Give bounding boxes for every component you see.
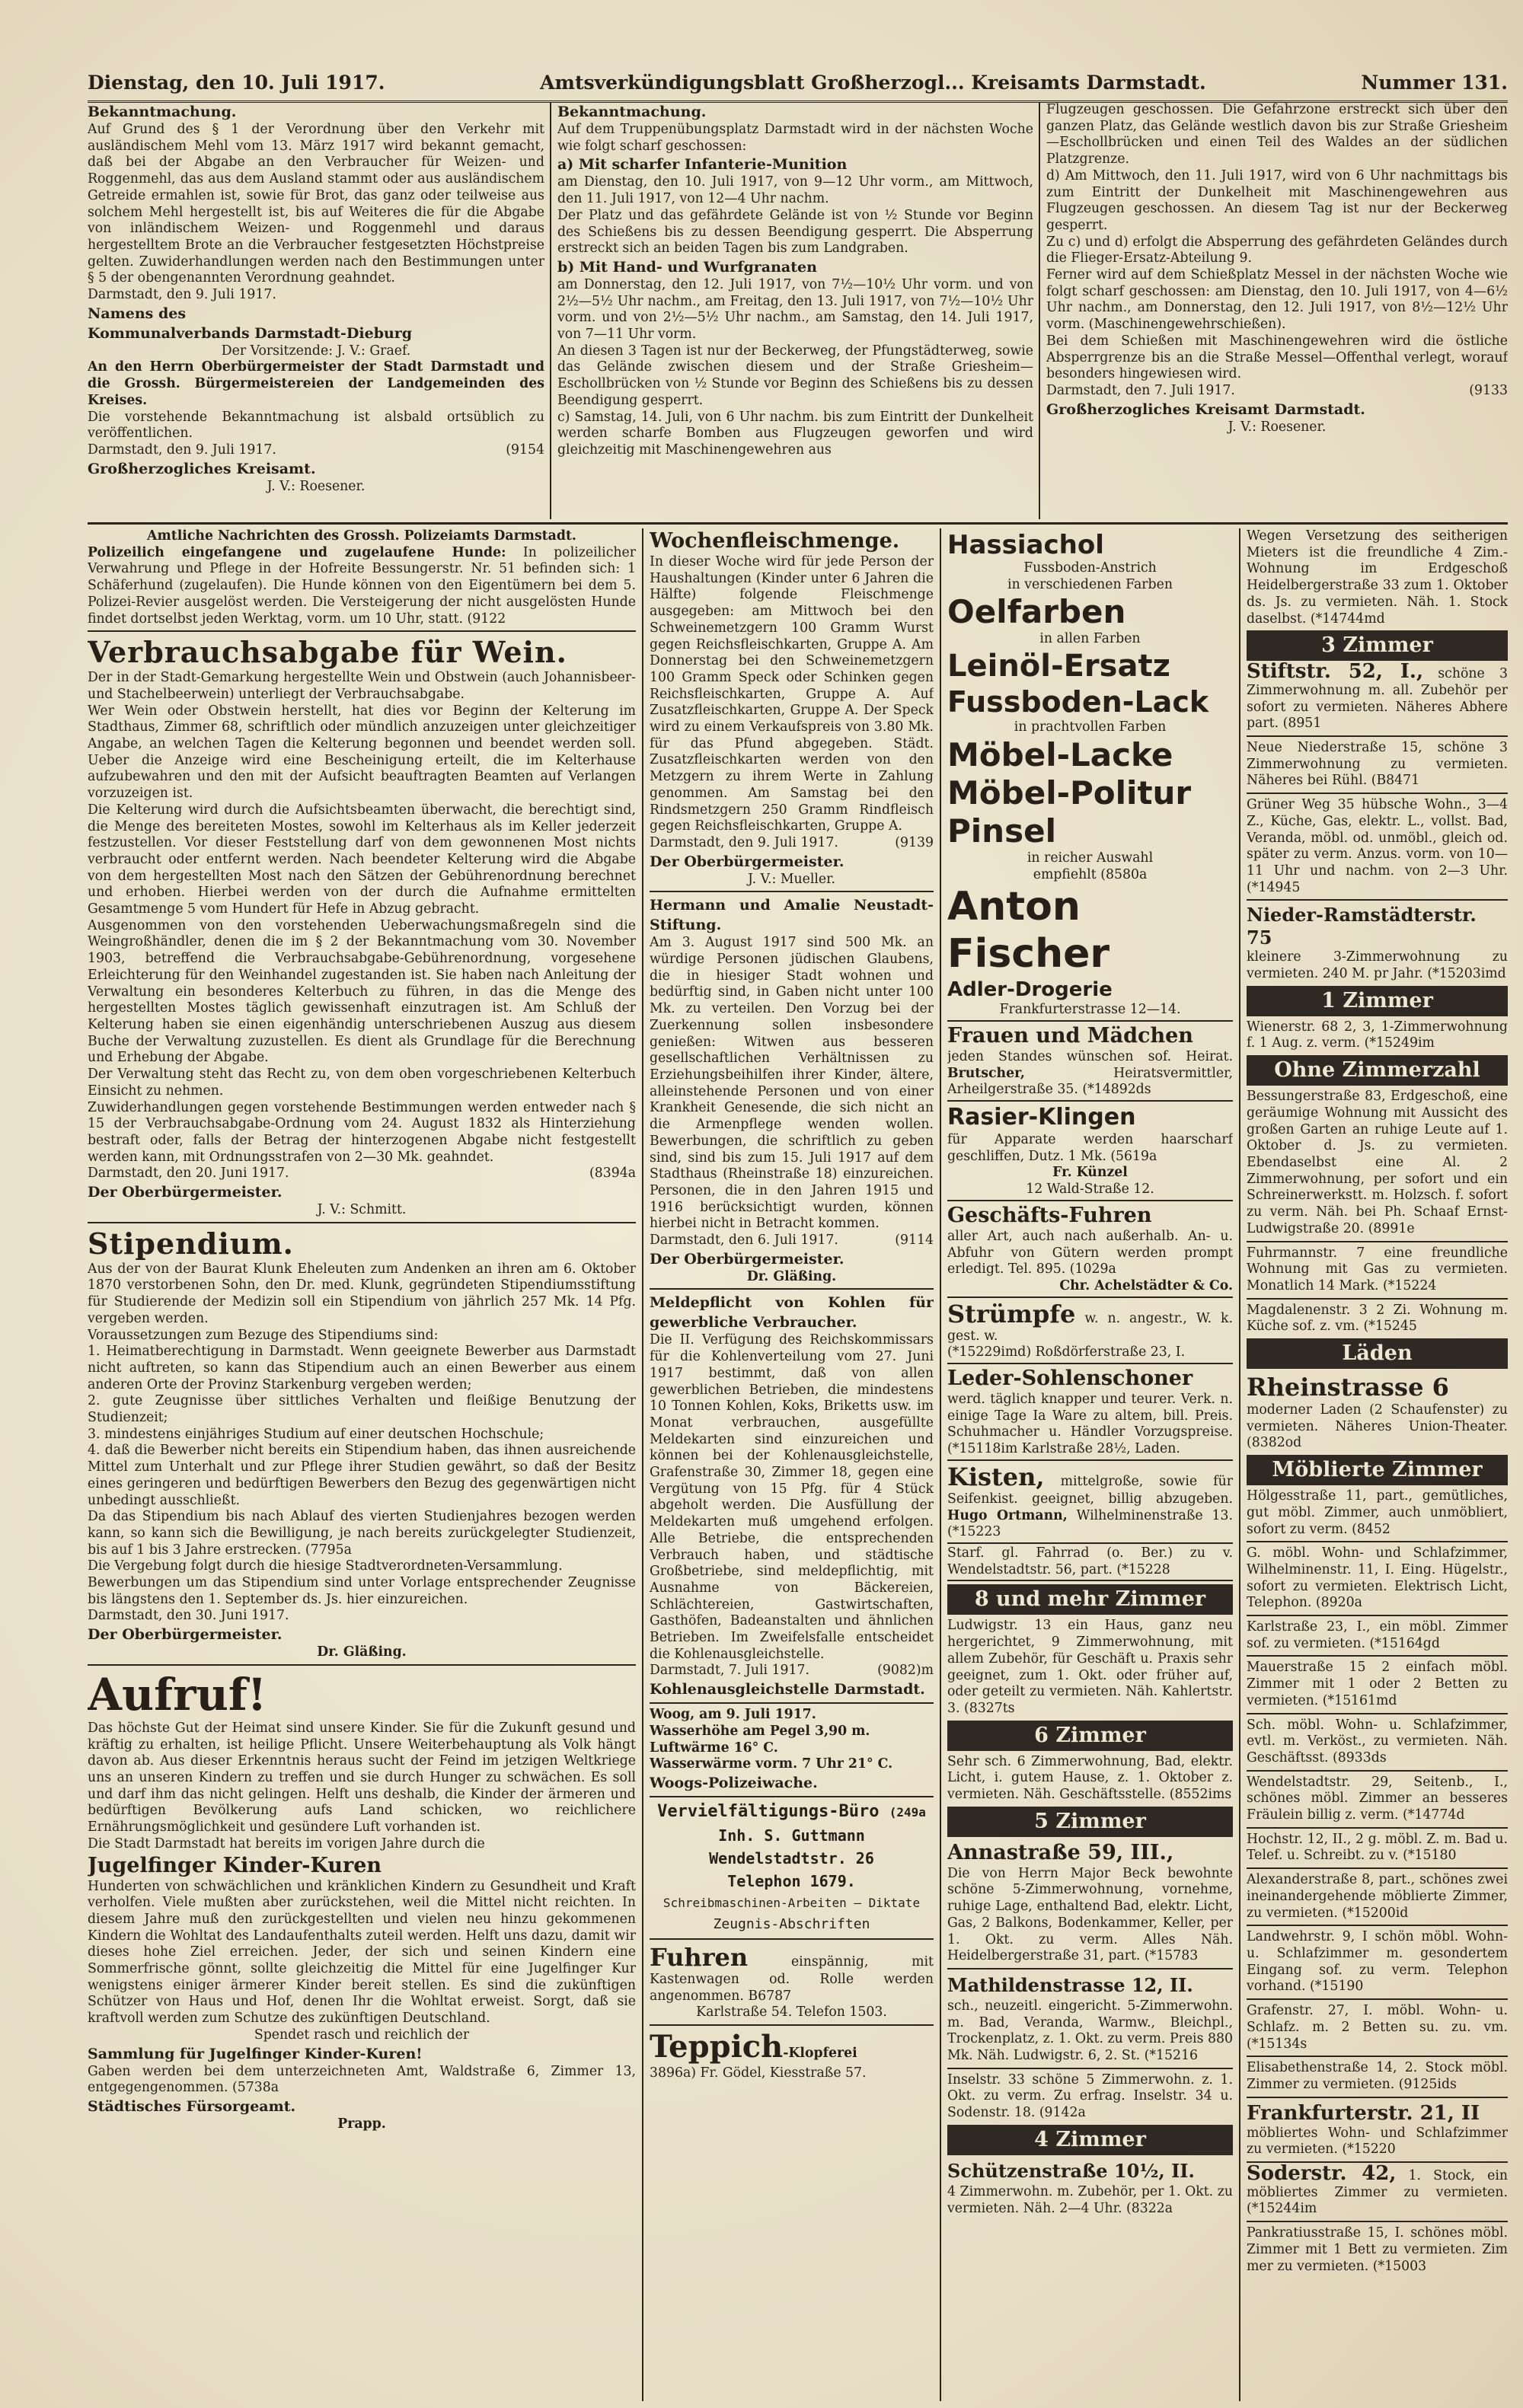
listing-title: Mathildenstrasse 12, II.	[947, 1973, 1193, 1996]
sole-protector-ad	[947, 1364, 1233, 1461]
notice-ref: (8394a	[589, 1166, 636, 1182]
notice-ref: (*15249im	[1364, 1035, 1435, 1051]
notice-ref: (B8471	[1371, 773, 1420, 789]
coal-notice-text: Die II. Verfügung des Reichskommissars für die Kohlenverteilung vom 27. Juni 1917 bestimmt, daß von allen gewerblichen Betrieben, die mindestens 10 Tonnen Kohlen, Koks, Briketts usw. im Monat verbrauchen, ausgefüllte Meldekarten sind einzureichen und können bei der Kohlenausgleichstelle, Grafenstraße 30, Zimmer 18, gegen eine Vergütung von 15 Pfg. für 4 Stück abgeholt werden. Die Ausfüllung der Meldekarten muß umgehend erfolgen. Alle Betriebe, die entsprechenden Verbrauch haben, und städtische Großbetriebe, sind meldepflichtig, mit Ausnahme von Bäckereien, Schlächtereien, Gastwirtschaften, Gasthöfen, Badeanstalten und ähnlichen Betrieben. Im Zweifelsfalle entscheidet die Kohlenausgleichstelle.	[650, 1332, 934, 1662]
listing-text: Inselstr. 33 schöne 5 Zimmerwohn. z. 1. Okt. zu verm. Zu erfrag. Inselstr. 34 u. Sodenstr. 18.	[947, 2072, 1233, 2121]
notice-subheading: b) Mit Hand- und Wurfgranaten	[557, 258, 817, 276]
ad-company: Hugo Ortmann,	[947, 1507, 1068, 1523]
ad-address: Wilhelminenstraße 13.	[1076, 1507, 1233, 1523]
notice-text: d) Am Mittwoch, den 11. Juli 1917, wird von 6 Uhr nachmittags bis zum Eintritt der Dunkelheit mit Maschinengewehren aus Flugzeugen geschossen. An diesem Tag ist nur der Beckerweg gesperrt.	[1046, 167, 1508, 233]
notice-office: Der Oberbürgermeister.	[88, 1626, 283, 1644]
stipend-text: Bewerbungen um das Stipendium sind unter Vorlage entsprechender Zeugnisse bis längstens den 1. September ds. Js. hier einzureichen.	[88, 1575, 636, 1607]
listing-title: Frankfurterstr. 21, II	[1247, 2101, 1480, 2125]
listing-text: sch., neuzeitl. eingericht. 5-Zimmerwohn. m. Bad, Veranda, Warmw., Bleichpl., Trockenplatz, z. 1. Okt. zu verm. Preis 880 Mk. Näh. Ludwigstr. 6, 2. St.	[947, 1998, 1233, 2064]
notice-text: Die vorstehende Bekanntmachung ist alsbald ortsüblich zu veröffentlichen.	[88, 409, 544, 442]
notice-signer: Der Vorsitzende: J. V.: Graef.	[221, 343, 411, 359]
listing-text: möbliertes Wohn- und Schlafzimmer zu vermieten.	[1247, 2125, 1508, 2158]
notice-signer: J. V.: Schmitt.	[317, 1202, 407, 1218]
ad-headline: Hassiachol	[947, 530, 1104, 560]
notice-ref: (8452	[1352, 1521, 1390, 1537]
listing-title: Schützenstraße 10½, II.	[947, 2159, 1195, 2182]
appeal-text: Hunderten von schwächlichen und kränklichen Kindern zu Gesundheit und Kraft verholfen. Viele mußten aber zurückstehen, weil die Mittel nicht reichten. In diesem Jahre muß den zurückgestellten und vielen neu hinzu gekommenen Kindern die Wohltat des Landaufenthalts zuteil werden. Helft uns dazu, damit wir dieses hohe Ziel erreichen. Jeder, der sich und seinen Kindern eine Sommerfrische gönnt, sollte gleichzeitig die Mittel für eine Jugelfinger Kur wenigstens einiger ärmerer Kinder bereit stellen. Es sind die zukünftigen Schützer von Haus und Hof, denen Ihr die Wohltat erweist. Sorgt, daß sie kraftvoll werden zum Schutze des zukünftigen Deutschland.	[88, 1878, 636, 2027]
listing-text: Sehr sch. 6 Zimmerwohnung, Bad, elektr. Licht, i. gutem Hause, z. 1. Oktober z. vermieten. Näh. Geschäftsstelle.	[947, 1753, 1233, 1803]
ad-headline: Adler-Drogerie	[947, 978, 1113, 1002]
notice-text: am Donnerstag, den 12. Juli 1917, von 7½—10½ Uhr vorm. und von 2½—5½ Uhr nachm., am Freitag, den 13. Juli 1917, von 7½—10½ Uhr vorm. und von 2½—5½ Uhr nachm., am Samstag, den 14. Juli 1917, von 7—11 Uhr vorm.	[557, 276, 1033, 343]
notice-signature: Kommunalverbands Darmstadt-Dieburg	[88, 324, 413, 342]
listing-text: Karlstraße 23, I., ein möbl. Zimmer sof. zu vermieten.	[1247, 1619, 1508, 1651]
listing-text: Wendelstadtstr. 29, Seitenb., I., schönes möbl. Zimmer an besseres Fräulein billig z. verm.	[1247, 1774, 1508, 1823]
listing-text: Die von Herrn Major Beck bewohnte schöne 5-Zimmerwohnung, vornehme, ruhige Lage, enthaltend Bad, elektr. Licht, Gas, 2 Balkons, Bodenkammer, Keller, per 1. Okt. zu verm. Alles Näh. Heidelbergerstraße 31, part.	[947, 1865, 1233, 1964]
notice-ref: (*15244im	[1247, 2201, 1317, 2217]
notice-text: am Dienstag, den 10. Juli 1917, von 9—12 Uhr vorm., am Mittwoch, den 11. Juli 1917, von 12—4 Uhr nachm.	[557, 174, 1033, 207]
listing-text: Fuhrmannstr. 7 eine freundliche Wohnung mit Gas zu vermieten. Monatlich 14 Mark.	[1247, 1245, 1508, 1293]
notice-ref: (*15118im	[947, 1441, 1018, 1457]
carpet-address: Fr. Gödel, Kiesstraße 57.	[700, 2065, 867, 2081]
meat-ration-title: Wochenfleischmenge.	[650, 529, 900, 553]
page-header	[88, 64, 1508, 103]
listing-title: Annastraße 59, III.,	[947, 1840, 1174, 1864]
notice-ref: (*14945	[1247, 879, 1301, 895]
ad-text: in allen Farben	[1039, 631, 1141, 647]
stipend-text: Aus der von der Baurat Klunk Eheleuten zum Andenken an ihren am 6. Oktober 1870 verstorbenen Sohn, den Dr. med. Klunk, gegründeten Stipendiumsstiftung für Studierende der Medizin soll ein Stipendium von jährlich 257 Mk. 14 Pfg. vergeben werden.	[88, 1261, 636, 1326]
notice-date: Darmstadt, den 6. Juli 1917.	[650, 1233, 838, 1249]
notice-ref: (7795a	[305, 1542, 352, 1558]
category-bar-8-rooms: 8 und mehr Zimmer	[947, 1584, 1233, 1615]
notice-text: Zu c) und d) erfolgt die Absperrung des gefährdeten Geländes durch die Flieger-Ersatz-Abteilung 9.	[1046, 234, 1508, 266]
wine-tax-text: Der Verwaltung steht das Recht zu, von dem oben vorgeschriebenen Kelterbuch Einsicht zu nehmen.	[88, 1067, 636, 1099]
column-divider	[940, 528, 941, 2401]
notice-ref: (5619a	[1110, 1148, 1157, 1164]
appeal-text: Gaben werden bei dem unterzeichneten Amt, Waldstraße 6, Zimmer 13, entgegengenommen.	[88, 2063, 636, 2096]
copy-bureau-title: Vervielfältigungs-Büro	[657, 1802, 880, 1821]
notice-ref: (8991e	[1368, 1220, 1415, 1236]
wine-tax-text: Der in der Stadt-Gemarkung hergestellte Wein und Obstwein (auch Johannisbeer- und Stachelbeerwein) unterliegt der Verbrauchsabgabe.	[88, 670, 636, 702]
carting-title: Fuhren	[650, 1943, 749, 1972]
notice-ref: (*15161md	[1322, 1692, 1397, 1708]
notice-ref: (*14892ds	[1082, 1082, 1151, 1098]
ad-text: für Apparate werden haarscharf geschliffen, Dutz. 1 Mk.	[947, 1132, 1233, 1164]
notice-ref: (*15245	[1363, 1319, 1417, 1335]
notice-ref: (9082)m	[877, 1663, 934, 1679]
ad-company: Brutscher,	[947, 1065, 1025, 1081]
column-divider	[642, 528, 643, 2401]
notice-heading: Bekanntmachung.	[557, 104, 707, 120]
ad-address: Roßdörferstraße 23, I.	[1035, 1344, 1186, 1360]
notice-ref: (*15229imd)	[947, 1344, 1032, 1360]
notice-ref: (9154	[506, 442, 544, 458]
foundation-text: Am 3. August 1917 sind 500 Mk. an würdige Personen jüdischen Glaubens, die in hiesiger Stadt wohnen und bedürftig sind, in Gaben nicht unter 100 Mk. zu verteilen. Den Vorzug bei der Zuerkennung sollen insbesondere genießen: Witwen aus besseren gesellschaftlichen Verhältnissen zu Erziehungsbeihilfen ihrer Kinder, ältere, alleinstehende Personen und von einer Krankheit Genesende, die sich nicht an die Armenpflege wenden wollen. Bewerbungen, die schriftlich zu geben sind, sind bis zum 15. Juli 1917 auf dem Stadthaus (Rheinstraße 18) einzureichen. Personen, die in den Jahren 1915 und 1916 berücksichtigt wurden, können hierbei nicht in Betracht kommen.	[650, 935, 934, 1232]
ad-headline: Möbel-Lacke	[947, 735, 1173, 773]
ad-headline: Strümpfe	[947, 1299, 1076, 1328]
pond-report: Wasserhöhe am Pegel 3,90 m.	[650, 1723, 870, 1739]
drogerie-ad	[947, 528, 1233, 1022]
meat-ration-text: In dieser Woche wird für jede Person der Haushaltungen (Kinder unter 6 Jahren die Hälfte) folgende Fleischmenge ausgegeben: am Mittwoch bei den Schweinemetzgern 100 Gramm Wurst gegen Reichsfleischkarten, Gruppe A. Am Donnerstag bei den Schweinemetzgern 100 Gramm Speck oder Schinken gegen Reichsfleischkarten, Gruppe A. Auf Zusatzfleischkarten, Gruppe A. Der Speck wird zu einem Verkaufspreis von 3.80 Mk. für das Pfund abgegeben. Städt. Zusatzfleischkarten werden von den Metzgern zu ihrem Werte in Zahlung genommen. Am Samstag bei den Rindsmetzgern 250 Gramm Rindfleisch gegen Reichsfleischkarten, Gruppe A.	[650, 554, 934, 834]
notice-date: Darmstadt, den 9. Juli 1917.	[88, 442, 276, 458]
ad-text: w. n. angestr., W. k. gest. w.	[947, 1310, 1233, 1344]
ad-text: in verschiedenen Farben	[1007, 576, 1173, 592]
ad-company: Anton Fischer	[947, 884, 1110, 978]
ad-address: Frankfurterstrasse 12—14.	[999, 1002, 1181, 1018]
category-bar-1-room: 1 Zimmer	[1247, 986, 1508, 1016]
pond-report: Wasserwärme vorm. 7 Uhr 21° C.	[650, 1756, 893, 1772]
ad-text: aller Art, auch nach außerhalb. An- u. Abfuhr von Gütern werden prompt erledigt. Tel. 895.	[947, 1228, 1233, 1277]
notice-address: An den Herrn Oberbürgermeister der Stadt Darmstadt und die Grossh. Bürgermeistereien der Landgemeinden des Kreises.	[88, 359, 544, 408]
category-bar-no-room-count: Ohne Zimmerzahl	[1247, 1055, 1508, 1086]
notice-text: An diesen 3 Tagen ist nur der Beckerweg, der Pfungstädterweg, sowie das Gelände zwischen diesem und der Straße Griesheim—Eschollbrücken von ½ Stunde vor Beginn des Schießens bis zu dessen Beendigung gesperrt.	[557, 343, 1033, 408]
column-divider	[1039, 102, 1040, 519]
notice-ref: (*15216	[1144, 2048, 1199, 2064]
copy-bureau-line: Inh. S. Guttmann	[718, 1826, 865, 1845]
listing-text: moderner Laden (2 Schaufenster) zu vermieten. Näheres Union-Theater.	[1247, 1402, 1508, 1434]
listing-text: Wienerstr. 68 2, 3, 1-Zimmerwohnung f. 1 Aug. z. verm.	[1247, 1019, 1508, 1051]
notice-ref: (8552ims	[1169, 1787, 1232, 1803]
wine-tax-text: Wer Wein oder Obstwein herstellt, hat dies vor Beginn der Kelterung im Stadthaus, Zimmer 68, schriftlich oder mündlich anzuzeigen unter gleichzeitiger Angabe, an welchen Tagen die Kelterung begonnen und beendet werden soll. Ueber die Anzeige wird eine Bescheinigung erteilt, die im Kelterhause aufzubewahren und den mit der Aufsicht beauftragten Beamten auf Verlangen vorzuzeigen ist.	[88, 703, 636, 802]
listing-text: Grafenstr. 27, I. möbl. Wohn- u. Schlafz. m. 2 Betten su. zu. vm.	[1247, 2003, 1508, 2035]
listing-text: Elisabethenstraße 14, 2. Stock möbl. Zimmer zu vermieten.	[1247, 2060, 1508, 2092]
notice-ref: (1029a	[1069, 1261, 1116, 1277]
notice-heading: Bekanntmachung.	[88, 104, 237, 120]
appeal-text: Die Stadt Darmstadt hat bereits im vorigen Jahre durch die	[88, 1836, 485, 1851]
category-bar-4-rooms: 4 Zimmer	[947, 2125, 1233, 2155]
notice-ref: (8933ds	[1333, 1749, 1387, 1765]
notice-ref: (*15003	[1372, 2258, 1427, 2274]
notice-shooting-practice	[557, 102, 1033, 518]
notice-signer: J. V.: Roesener.	[267, 478, 366, 494]
notice-ref: (8322a	[1126, 2200, 1173, 2216]
listing-text: Landwehrstr. 9, I schön möbl. Wohn- u. Schlafzimmer m. gesondertem Eingang sof. zu verm. Telephon vorhand.	[1247, 1929, 1508, 1995]
ad-headline: Frauen und Mädchen	[947, 1023, 1193, 1048]
listing-text: kleinere 3-Zimmerwohnung zu vermieten. 240 M. pr Jahr.	[1247, 949, 1508, 982]
notice-ref: (*15223	[947, 1524, 1001, 1540]
appeal-text: Das höchste Gut der Heimat sind unsere Kinder. Sie für die Zukunft gesund und kräftig zu erhalten, ist heilige Pflicht. Unsere Weiterbehauptung als Volk hängt davon ab. Aus dieser Erkenntnis heraus sucht der Feind im jetzigen Weltkriege uns an unseren Kindern zu treffen und sie durch Hunger zu schwächen. Es soll und darf ihm das nicht gelingen. Helft uns deshalb, die Kinder der ärmeren und bedürftigen Bevölkerung aufs Land schicken, wo reichlichere Ernährungsmöglichkeit und gesündere Luft vorhanden ist.	[88, 1720, 636, 1836]
listing-title: Stiftstr. 52, I.,	[1247, 660, 1424, 684]
copy-bureau-line: Wendelstadtstr. 26	[709, 1849, 874, 1867]
notice-ref: (*15203imd	[1427, 966, 1506, 982]
listing-text: Wegen Versetzung des seitherigen Mieters ist die freundliche 4 Zim.-Wohnung im Erdgeschoß Heidelbergerstraße 33 zum 1. Oktober ds. Js. zu vermieten. Näh. 1. Stock daselbst.	[1247, 528, 1508, 627]
notice-ref: (9114	[895, 1233, 934, 1249]
notice-ref: B6787	[748, 1988, 792, 2004]
police-notice-body: In polizeilicher Verwahrung und Pflege in der Hofreite Bessungerstr. Nr. 51 befinden sich: 1 Schäferhund (zugelaufen). Die Hunde können von den Eigentümern bei dem 5. Polizei-Revier ausgelöst werden. Die Versteigerung der nicht ausgelösten Hunde findet dortselbst jeden Werktag, vorm. um 10 Uhr, statt.	[88, 544, 636, 627]
ad-address: Karlstraße 28½, Laden.	[1021, 1441, 1180, 1457]
category-bar-furnished-rooms: Möblierte Zimmer	[1247, 1455, 1508, 1485]
column-divider	[550, 102, 551, 519]
ad-headline: Oelfarben	[947, 593, 1126, 631]
listing-text: Alexanderstraße 8, part., schönes zwei ineinandergehende möblierte Zimmer, zu vermieten.	[1247, 1872, 1508, 1921]
notice-ref: (9142a	[1039, 2105, 1086, 2121]
crates-ad	[947, 1461, 1233, 1544]
category-bar-shops: Läden	[1247, 1338, 1508, 1369]
listing-text: Ludwigstr. 13 ein Haus, ganz neu hergerichtet, 9 Zimmerwohnung, mit allem Zubehör, für Geschäft u. Praxis sehr geeignet, zum 1. Okt. oder früher auf, oder geteilt zu vermieten. Näh. Kahlertstr. 3.	[947, 1618, 1233, 1716]
ad-headline: Möbel-Politur	[947, 773, 1192, 812]
copy-bureau-line: Zeugnis-Abschriften	[713, 1916, 870, 1932]
notice-office: Woogs-Polizeiwache.	[650, 1775, 818, 1791]
notice-text: Ferner wird auf dem Schießplatz Messel in der nächsten Woche wie folgt scharf geschossen: am Dienstag, den 10. Juli 1917, von 4—6½ Uhr nachm., am Donnerstag, den 12. Juli 1917, von 8½—12½ Uhr vorm. (Maschinengewehrschießen).	[1046, 267, 1508, 333]
ad-headline: Fussboden-Lack	[947, 685, 1209, 719]
foundation-title: Hermann und Amalie Neustadt-Stiftung.	[650, 897, 934, 934]
notice-date: Darmstadt, den 9. Juli 1917.	[650, 834, 838, 850]
appeal-text: Spendet rasch und reichlich der	[254, 2027, 470, 2043]
listing-text: 1. Stock, ein möbliertes Zimmer zu vermieten.	[1247, 2168, 1508, 2200]
notice-office: Großherzogliches Kreisamt Darmstadt.	[1046, 400, 1365, 418]
notice-shooting-continued	[1046, 102, 1508, 518]
listing-text: Sch. möbl. Wohn- u. Schlafzimmer, evtl. m. Verköst., zu vermieten. Näh. Geschäftsst.	[1247, 1717, 1508, 1765]
stockings-ad	[947, 1298, 1233, 1364]
notice-ref: (*14774d	[1403, 1807, 1465, 1823]
category-bar-3-rooms: 3 Zimmer	[1247, 630, 1508, 661]
header-number: Nummer 131.	[1361, 71, 1508, 94]
stipend-item: 1. Heimatberechtigung in Darmstadt. Wenn geeignete Bewerber aus Darmstadt nicht auftreten, so kann das Stipendium auch an einen Bewerber aus einem anderen Orte der Provinz Starkenburg vergeben werden;	[88, 1344, 636, 1392]
notice-date: Darmstadt, den 30. Juni 1917.	[88, 1608, 289, 1624]
ad-text: in reicher Auswahl	[1027, 850, 1154, 866]
notice-ref: (9122	[467, 611, 506, 627]
wine-tax-text: Zuwiderhandlungen gegen vorstehende Bestimmungen werden entweder nach § 15 der Verbrauchsabgabe-Ordnung vom 24. August 1832 als Hinterziehung bestraft oder, falls der Betrag der hinterzogenen Abgabe nicht festgestellt werden kann, mit Ordnungsstrafen von 2—30 Mk. geahndet.	[88, 1099, 636, 1165]
ad-text: empfiehlt	[1033, 866, 1097, 882]
appeal-highlight: Sammlung für Jugelfinger Kinder-Kuren!	[88, 2045, 423, 2062]
notice-ref: (8382od	[1247, 1435, 1302, 1451]
notice-flour-prices	[88, 102, 544, 518]
ad-headline: Rasier-Klingen	[947, 1104, 1136, 1131]
listing-text: Hochstr. 12, II., 2 g. möbl. Z. m. Bad u. Telef. u. Schreibt. zu v.	[1247, 1831, 1508, 1864]
header-date: Dienstag, den 10. Juli 1917.	[88, 71, 385, 94]
listing-text: G. möbl. Wohn- und Schlafzimmer, Wilhelminenstr. 11, I. Eing. Hügelstr., sofort zu vermieten. Elektrisch Licht, Telephon.	[1247, 1545, 1508, 1611]
notice-ref: (8920a	[1315, 1595, 1362, 1611]
ad-headline: Kisten,	[947, 1462, 1045, 1491]
pond-report: Luftwärme 16° C.	[650, 1740, 778, 1756]
notice-ref: (8580a	[1100, 866, 1148, 882]
bicycle-ad	[947, 1544, 1233, 1581]
notice-text: c) Samstag, 14. Juli, von 6 Uhr nachm. bis zum Eintritt der Dunkelheit werden scharfe Bomben aus Flugzeugen geworfen und wird gleichzeitig mit Maschinengewehren aus	[557, 409, 1033, 458]
notice-office: Städtisches Fürsorgeamt.	[88, 2097, 296, 2115]
notice-office: Kohlenausgleichstelle Darmstadt.	[650, 1681, 925, 1698]
police-notice-title: Amtliche Nachrichten des Grossh. Polizeiamts Darmstadt.	[147, 528, 576, 544]
ad-text: mittelgroße, sowie für Seifenkist. geeignet, billig abzugeben.	[947, 1473, 1233, 1507]
stipend-text: Da das Stipendium bis nach Ablauf des vierten Studienjahres bezogen werden kann, so kann sich die Bewilligung, je nach bereits zurückgelegter Studienzeit, bis auf 1 bis 3 Jahre erstrecken.	[88, 1509, 636, 1558]
notice-ref: (*15200id	[1342, 1905, 1409, 1921]
carting-text: einspännig, mit Kastenwagen od. Rolle werden angenommen.	[650, 1954, 934, 2004]
stipend-title: Stipendium.	[88, 1226, 294, 1261]
notice-ref: (8951	[1282, 716, 1322, 732]
notice-ref: (*15164gd	[1369, 1635, 1440, 1651]
wine-tax-text: Ausgenommen von den vorstehenden Ueberwachungsmaßregeln sind die Weingroßhändler, denen die im § 2 der Bekanntmachung vom 30. November 1903, betreffend die Verbrauchsabgabe-Gebührenordnung, vorgesehene Erleichterung für den Weinhandel zugestanden ist. Sie haben nach Anleitung der Verwaltung ein besonderes Kelterbuch zu führen, in das die Menge des hergestellten Mostes täglich gewissenhaft einzutragen ist. Am Schluß der Kelterung haben sie einen eigenhändig unterschriebenen Auszug aus diesem Buche der Verwaltung zuzustellen. Es dient als Grundlage für die Berechnung und Erhebung der Abgabe.	[88, 917, 636, 1066]
notice-ref: (*15180	[1403, 1848, 1457, 1864]
column-divider	[1239, 528, 1240, 2401]
notice-ref: 3896a)	[650, 2065, 697, 2081]
section-divider	[88, 522, 1508, 525]
listing-text: Neue Niederstraße 15, schöne 3 Zimmerwohnung zu vermieten. Näheres bei Rühl.	[1247, 740, 1508, 789]
notice-ref: (*15134s	[1247, 2036, 1307, 2052]
notice-office: Großherzogliches Kreisamt.	[88, 460, 316, 477]
listing-text: Mauerstraße 15 2 einfach möbl. Zimmer mit 1 oder 2 Betten zu vermieten.	[1247, 1660, 1508, 1708]
notice-signer: J. V.: Roesener.	[1228, 419, 1327, 435]
listing-title: Nieder-Ramstädterstr. 75	[1247, 904, 1477, 949]
stipend-item: 2. gute Zeugnisse über sittliches Verhalten und fleißige Benutzung der Studienzeit;	[88, 1393, 636, 1426]
category-bar-5-rooms: 5 Zimmer	[947, 1807, 1233, 1837]
header-title: Amtsverkündigungsblatt Großherzogl... Kreisamts Darmstadt.	[540, 71, 1206, 94]
stipend-item: 3. mindestens einjähriges Studium auf einer deutschen Hochschule;	[88, 1426, 544, 1442]
appeal-highlight: Jugelfinger Kinder-Kuren	[88, 1853, 382, 1877]
notice-office: Der Oberbürgermeister.	[650, 1250, 845, 1268]
notice-subheading: a) Mit scharfer Infanterie-Munition	[557, 156, 848, 174]
wine-tax-title: Verbrauchsabgabe für Wein.	[88, 635, 567, 670]
notice-ref: (*15783	[1144, 1948, 1199, 1964]
notice-ref: (249a	[889, 1805, 926, 1820]
pond-report: Woog, am 9. Juli 1917.	[650, 1707, 816, 1723]
ad-address: 12 Wald-Straße 12.	[1026, 1182, 1154, 1198]
wine-tax-text: Die Kelterung wird durch die Aufsichtsbeamten überwacht, die berechtigt sind, die Menge des bereiteten Mostes, sowohl im Kelterhaus als im Keller jederzeit festzustellen. Vor dieser Feststellung darf von dem gewonnenen Most nichts verbraucht oder entfernt werden. Nach beendeter Kelterung wird die Abgabe von dem hergestellten Most nach den Sätzen der Gebührenordnung berechnet und erhoben. Hierbei werden von der durch die Aufnahme ermittelten Gesamtmenge 5 vom Hundert für Hefe in Abzug gebracht.	[88, 802, 636, 917]
ad-text: werd. täglich knapper und teurer. Verk. n. einige Tage Ia Ware zu altem, bill. Preis. Schuhmacher u. Händler Vorzugspreise.	[947, 1392, 1233, 1440]
police-notice-subtitle: Polizeilich eingefangene und zugelaufene Hunde:	[88, 544, 506, 560]
notice-date: Darmstadt, den 7. Juli 1917.	[1046, 382, 1235, 398]
notice-ref: (9125ids	[1398, 2076, 1457, 2092]
notice-body: Auf Grund des § 1 der Verordnung über den Verkehr mit ausländischem Mehl vom 13. März 1917 wird bekannt gemacht, daß bei der Abgabe an den Verbraucher für Weizen- und Roggenmehl, das aus dem Ausland stammt oder aus ausländischem Getreide ermahlen ist, sowie für Brot, das ganz oder teilweise aus solchem Mehl hergestellt ist, bis auf Weiteres die für die Abgabe von inländischem Weizen- und Roggenmehl und daraus hergestelltem Brote an die Verbraucher festgesetzten Höchstpreise gelten. Zuwiderhandlungen werden nach den Bestimmungen unter § 5 der obengenannten Verordnung geahndet.	[88, 122, 544, 286]
notice-signer: J. V.: Mueller.	[747, 871, 836, 887]
notice-date: Darmstadt, den 9. Juli 1917.	[88, 287, 276, 303]
notice-ref: (*14744md	[1310, 611, 1385, 627]
ad-text: Heiratsvermittler, Arheilgerstraße 35.	[947, 1065, 1233, 1098]
listing-text: 4 Zimmerwohn. m. Zubehör, per 1. Okt. zu vermieten. Näh. 2—4 Uhr.	[947, 2183, 1233, 2216]
ad-text: jeden Standes wünschen sof. Heirat.	[947, 1048, 1233, 1064]
notice-office: Der Oberbürgermeister.	[88, 1184, 283, 1201]
notice-ref: (8327ts	[964, 1700, 1015, 1716]
ad-text: in prachtvollen Farben	[1014, 719, 1167, 735]
notice-ref: (*15224	[1383, 1277, 1437, 1293]
listing-text: Magdalenenstr. 3 2 Zi. Wohnung m. Küche sof. z. vm.	[1247, 1302, 1508, 1335]
ad-headline: Pinsel	[947, 812, 1056, 850]
listing-text: Bessungerstraße 83, Erdgeschoß, eine geräumige Wohnung mit Aussicht des großen Garten an ruhige Leute auf 1. Oktober d. Js. zu vermieten. Ebendaselbst eine Al. 2 Zimmerwohnung, per sofort und ein Schreinerwerkstt. m. Holzsch. f. sofort zu verm. Näh. bei Ph. Schaaf Ernst-Ludwigstraße 20.	[1247, 1089, 1508, 1236]
category-bar-6-rooms: 6 Zimmer	[947, 1721, 1233, 1751]
notice-ref: (9139	[895, 834, 934, 850]
ad-headline: Leder-Sohlenschoner	[947, 1367, 1193, 1391]
ad-company: Chr. Achelstädter & Co.	[1059, 1277, 1233, 1293]
listing-text: Grüner Weg 35 hübsche Wohn., 3—4 Z., Küche, Gas, elektr. L., vollst. Bad, Veranda, möbl. od. unmöbl., gleich od. später zu verm. Anzus. vorm. von 10—11 Uhr und nachm. von 2—3 Uhr.	[1247, 797, 1508, 879]
carting-address: Karlstraße 54. Telefon 1503.	[696, 2005, 887, 2020]
razor-ad	[947, 1102, 1233, 1201]
notice-signer: Dr. Gläßing.	[317, 1644, 407, 1660]
column-advertisements	[947, 528, 1233, 2394]
listing-text: Pankratiusstraße 15, I. schönes möbl. Zimmer mit 1 Bett zu vermieten. Zim mer zu vermieten.	[1247, 2225, 1508, 2274]
carpet-title: Teppich	[650, 2029, 784, 2065]
listing-text: Hölgesstraße 11, part., gemütliches, gut möbl. Zimmer, auch unmöbliert, sofort zu verm.	[1247, 1488, 1508, 1537]
notice-ref: (*15190	[1310, 1979, 1364, 1995]
stipend-text: Die Vergebung folgt durch die hiesige Stadtverordneten-Versammlung.	[88, 1558, 563, 1574]
notice-date: Darmstadt, den 20. Juni 1917.	[88, 1166, 289, 1182]
notice-ref: (9133	[1469, 382, 1508, 398]
ad-company: Fr. Künzel	[1052, 1165, 1128, 1181]
notice-ref: (*15220	[1342, 2142, 1396, 2158]
marriage-ad	[947, 1022, 1233, 1102]
notice-signature: Namens des	[88, 305, 187, 322]
notice-date: Darmstadt, 7. Juli 1917.	[650, 1663, 809, 1679]
notice-ref: (5738a	[231, 2080, 279, 2096]
copy-bureau-line: Telephon 1679.	[727, 1872, 856, 1890]
ad-text: Fussboden-Anstrich	[1023, 560, 1157, 576]
notice-office: Der Oberbürgermeister.	[650, 853, 845, 870]
listing-title: Soderstr. 42,	[1247, 2162, 1397, 2186]
column-rentals	[1247, 528, 1508, 2394]
stipend-item: 4. daß die Bewerber nicht bereits ein Stipendium haben, das ihnen ausreichende Mittel zum Unterhalt und zur Pflege ihrer Studien gewährt, so daß der Besitz eines geringeren und bedürftigen Bewerbers den Bezug des gegenwärtigen nicht unbedingt ausschließt.	[88, 1443, 636, 1508]
transport-ad	[947, 1201, 1233, 1298]
column-official-notices	[88, 528, 636, 2394]
ad-text: Starf. gl. Fahrrad (o. Ber.) zu v. Wendelstadtstr. 56, part.	[947, 1545, 1233, 1577]
appeal-title: Aufruf!	[88, 1668, 267, 1721]
listing-title: Rheinstrasse 6	[1247, 1373, 1449, 1402]
notice-text: Bei dem Schießen mit Maschinengewehren wird die östliche Absperrgrenze bis an die Straße Messel—Offenthal verlegt, worauf besonders hingewiesen wird.	[1046, 333, 1508, 382]
stipend-text: Voraussetzungen zum Bezuge des Stipendiums sind:	[88, 1327, 439, 1343]
carpet-subtitle: -Klopferei	[783, 2046, 857, 2062]
ad-headline: Leinöl-Ersatz	[947, 649, 1170, 684]
ad-headline: Geschäfts-Fuhren	[947, 1203, 1152, 1227]
notice-signer: Dr. Gläßing.	[746, 1268, 837, 1284]
copy-bureau-line: Schreibmaschinen-Arbeiten — Diktate	[663, 1896, 921, 1910]
notice-text: Auf dem Truppenübungsplatz Darmstadt wird in der nächsten Woche wie folgt scharf geschossen:	[557, 122, 1033, 154]
notice-ref: (*15228	[1116, 1561, 1170, 1577]
notice-text: Flugzeugen geschossen. Die Gefahrzone erstreckt sich über den ganzen Platz, das Gelände westlich davon bis zur Straße Griesheim—Eschollbrücken und einen Teil des Waldes an der südlichen Platzgrenze.	[1046, 102, 1508, 167]
notice-signer: Prapp.	[337, 2116, 386, 2132]
notice-text: Der Platz und das gefährdete Gelände ist von ½ Stunde vor Beginn des Schießens bis zu dessen Beendigung gesperrt. Die Absperrung erstreckt sich an beiden Tagen bis zum Landgraben.	[557, 207, 1033, 257]
coal-notice-title: Meldepflicht von Kohlen für gewerbliche Verbraucher.	[650, 1294, 934, 1332]
listing-text: schöne 3 Zimmerwohnung m. all. Zubehör per sofort zu vermieten. Näheres Abhere part.	[1247, 666, 1508, 732]
column-municipal-notices	[650, 528, 934, 2394]
